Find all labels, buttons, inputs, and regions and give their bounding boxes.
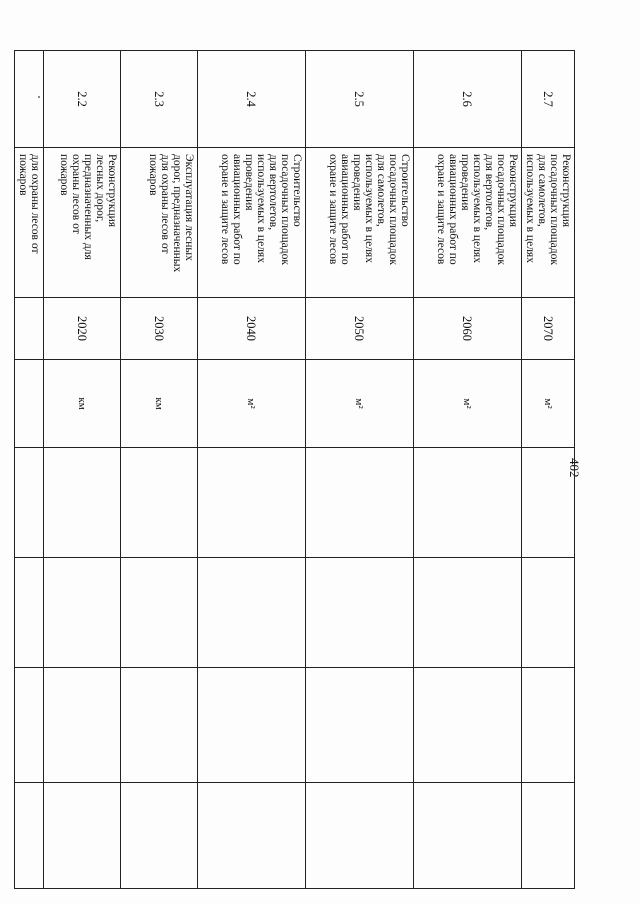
- value-cell: [44, 448, 121, 558]
- value-cell: [306, 558, 414, 668]
- description-text: Строительство посадочных площадок для самолетов, используемых в целях проведения авиационных работ по охране и защите лесов: [327, 154, 411, 265]
- value-cell: [44, 668, 121, 783]
- table-row: [121, 51, 198, 889]
- unit-cell: м²: [306, 360, 414, 448]
- value-cell: [15, 558, 44, 668]
- scan-speck: [38, 96, 40, 98]
- description-cell: [121, 148, 198, 298]
- value-cell: [121, 558, 198, 668]
- activities-table: [14, 50, 575, 889]
- value-cell: [15, 783, 44, 889]
- value-cell: [414, 558, 522, 668]
- row-number-cell: 2.3: [121, 51, 198, 148]
- row-number-cell: [15, 51, 44, 148]
- description-text: Реконструкция лесных дорог, предназначенных для охраны лесов от пожаров: [58, 154, 118, 260]
- row-number-cell: 2.7: [522, 51, 575, 148]
- value-cell: [306, 783, 414, 889]
- value-cell: [121, 448, 198, 558]
- description-text: Реконструкция посадочных площадок для самолетов, используемых в целях: [524, 154, 572, 265]
- value-cell: [121, 668, 198, 783]
- unit-cell: м²: [414, 360, 522, 448]
- value-cell: [522, 448, 575, 558]
- description-text: для охраны лесов от пожаров: [17, 154, 41, 254]
- description-text: Реконструкция посадочных площадок для вертолетов, используемых в целях проведения авиационных работ по охране и защите лесов: [435, 154, 519, 265]
- line-code-cell: 2060: [414, 298, 522, 360]
- value-cell: [306, 448, 414, 558]
- description-text: Строительство посадочных площадок для вертолетов, используемых в целях проведения авиационных работ по охране и защите лесов: [219, 154, 303, 265]
- value-cell: [198, 448, 306, 558]
- value-cell: [15, 668, 44, 783]
- table-row: [522, 51, 575, 889]
- table-row: [44, 51, 121, 889]
- line-code-cell: 2070: [522, 298, 575, 360]
- line-code-cell: 2030: [121, 298, 198, 360]
- unit-cell: [15, 360, 44, 448]
- row-number-cell: 2.2: [44, 51, 121, 148]
- value-cell: [121, 783, 198, 889]
- line-code-cell: 2040: [198, 298, 306, 360]
- row-number-cell: 2.6: [414, 51, 522, 148]
- unit-cell: км: [44, 360, 121, 448]
- value-cell: [198, 558, 306, 668]
- description-cell: [414, 148, 522, 298]
- value-cell: [198, 783, 306, 889]
- table-row: [15, 51, 44, 889]
- line-code-cell: [15, 298, 44, 360]
- value-cell: [522, 558, 575, 668]
- table-row: [306, 51, 414, 889]
- description-cell: [15, 148, 44, 298]
- value-cell: [198, 668, 306, 783]
- description-cell: [44, 148, 121, 298]
- value-cell: [44, 783, 121, 889]
- value-cell: [522, 783, 575, 889]
- value-cell: [522, 668, 575, 783]
- value-cell: [306, 668, 414, 783]
- value-cell: [414, 783, 522, 889]
- description-cell: [306, 148, 414, 298]
- value-cell: [15, 448, 44, 558]
- value-cell: [44, 558, 121, 668]
- description-text: Эксплуатация лесных дорог, предназначенных для охраны лесов от пожаров: [147, 154, 195, 273]
- value-cell: [414, 668, 522, 783]
- row-number-cell: 2.5: [306, 51, 414, 148]
- row-number-cell: 2.4: [198, 51, 306, 148]
- line-code-cell: 2050: [306, 298, 414, 360]
- table-wrapper: [17, 50, 575, 888]
- page-number: 402: [567, 458, 582, 478]
- unit-cell: м²: [522, 360, 575, 448]
- unit-cell: м²: [198, 360, 306, 448]
- table-row: [414, 51, 522, 889]
- description-cell: [198, 148, 306, 298]
- line-code-cell: 2020: [44, 298, 121, 360]
- table-row: [198, 51, 306, 889]
- value-cell: [414, 448, 522, 558]
- unit-cell: км: [121, 360, 198, 448]
- description-cell: [522, 148, 575, 298]
